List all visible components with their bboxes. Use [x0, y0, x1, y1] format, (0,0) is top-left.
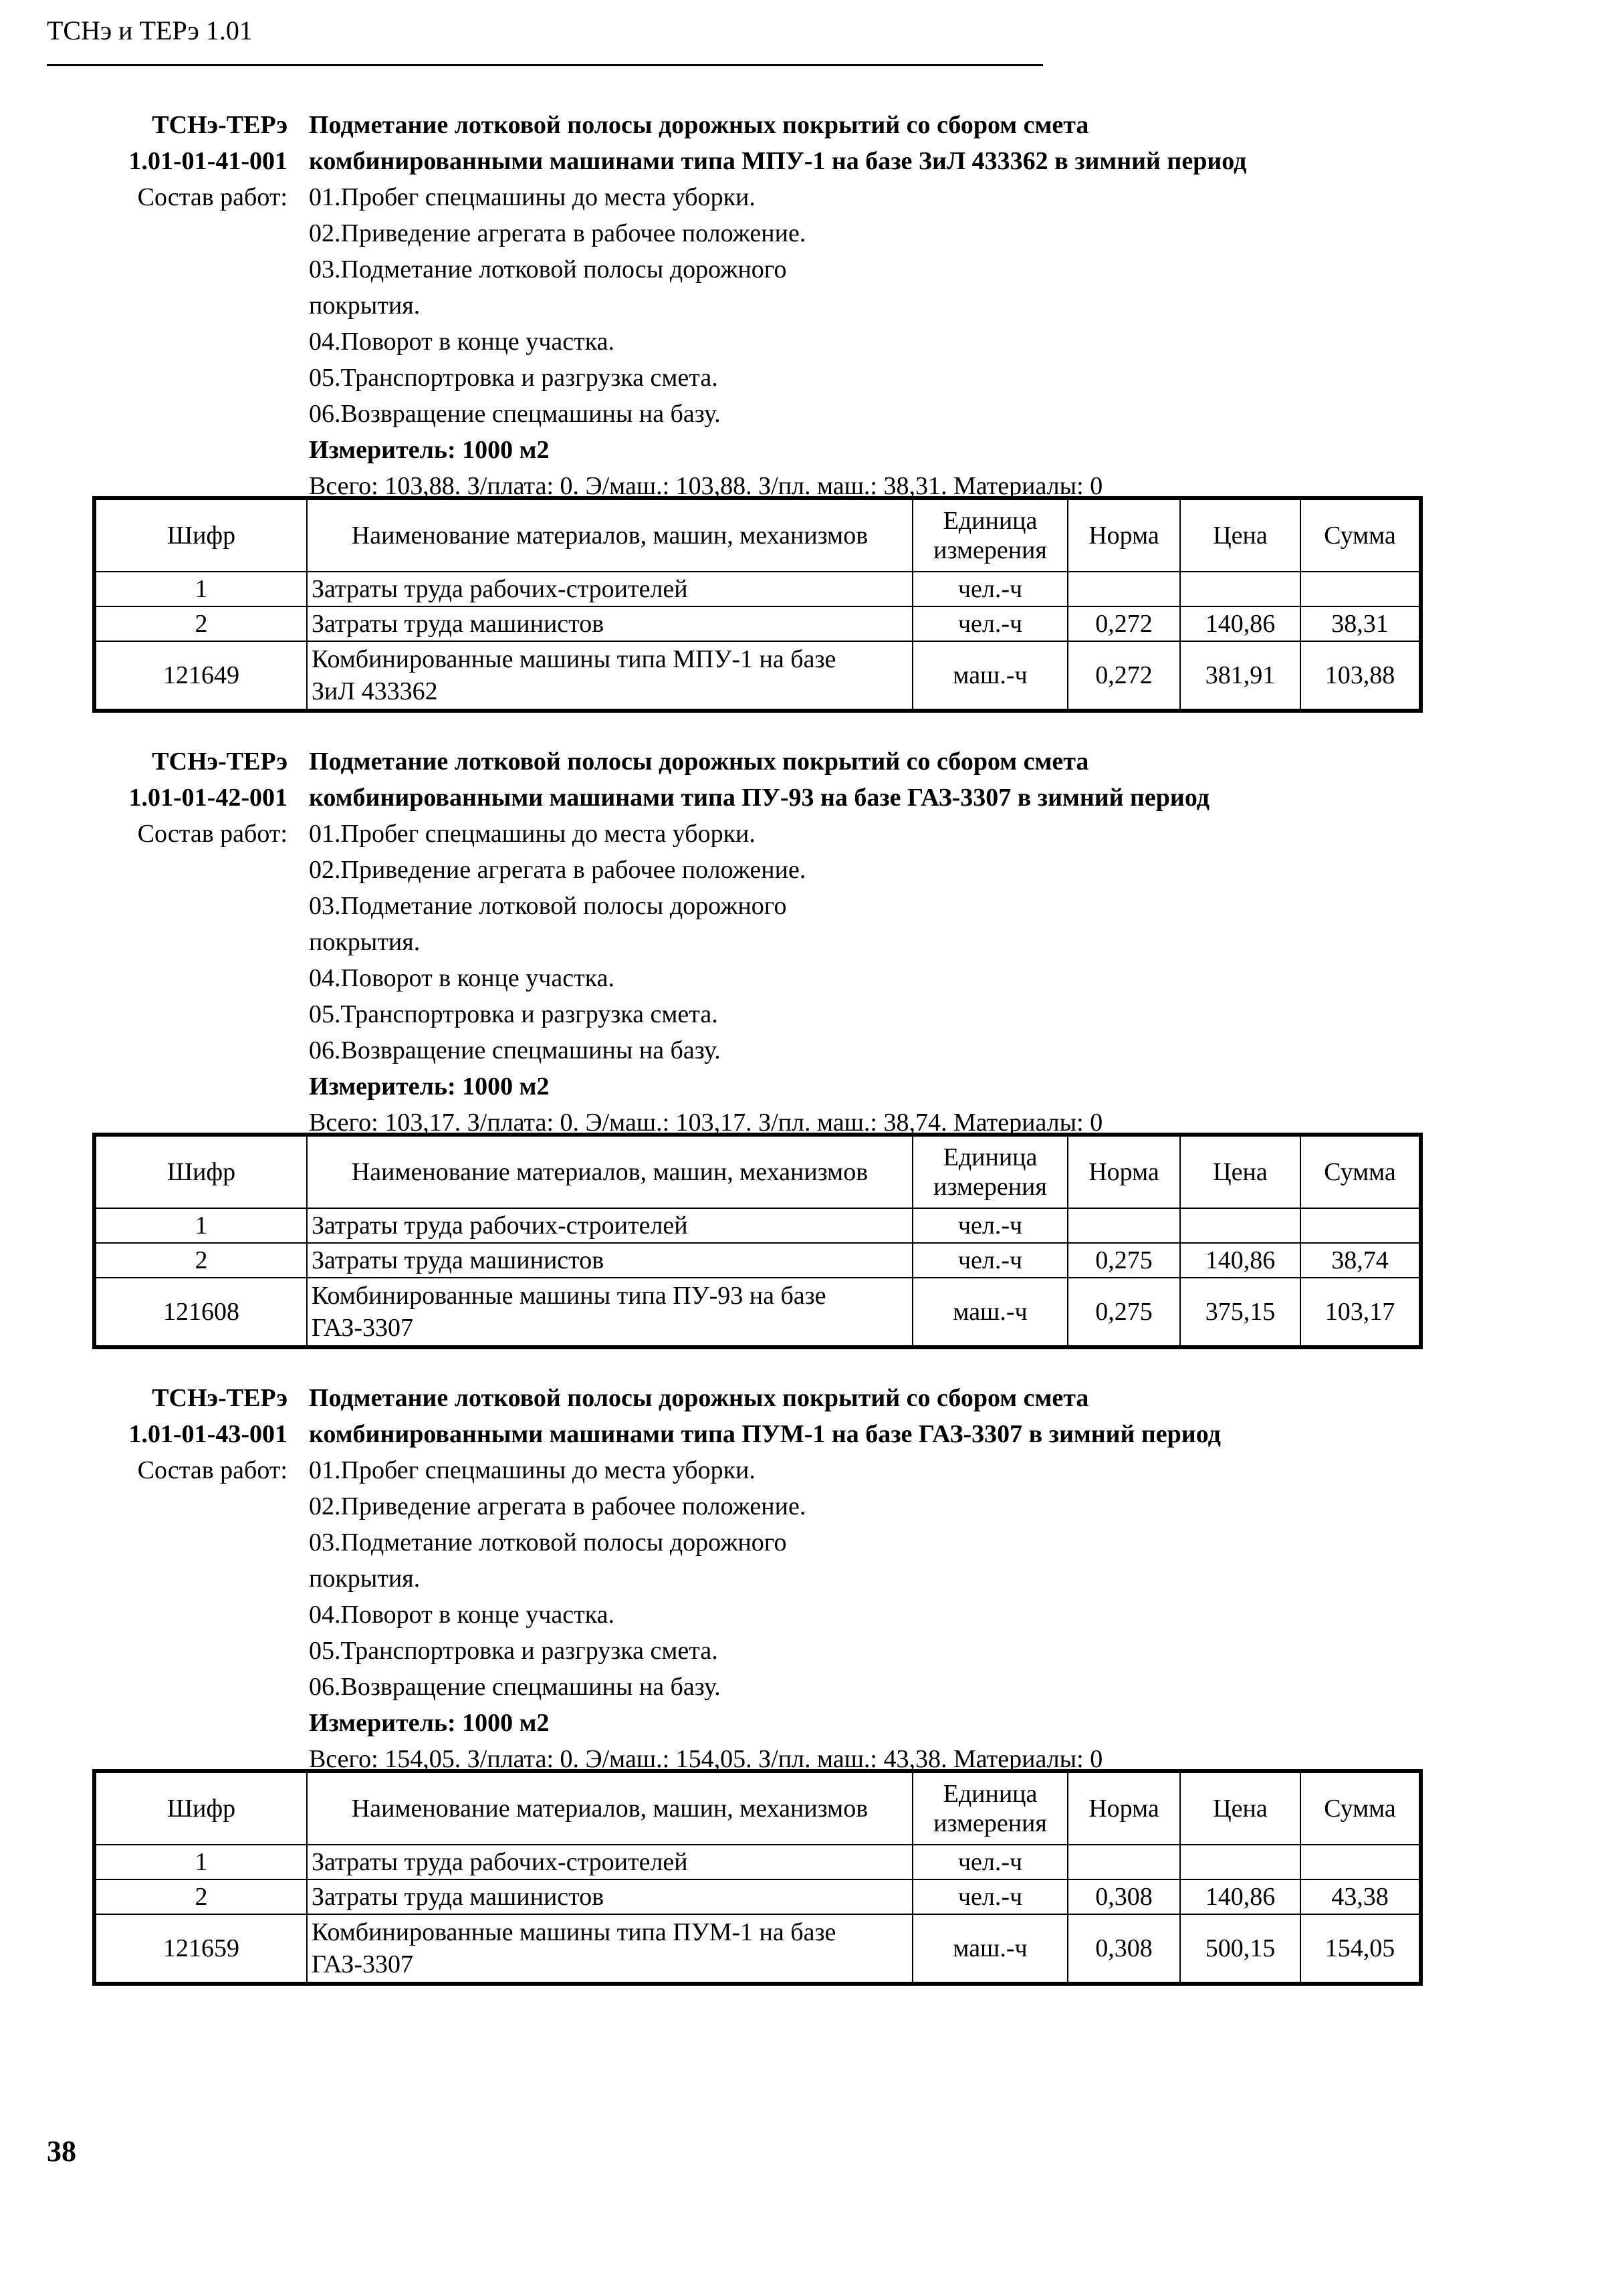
col-header-norm: Норма [1068, 1771, 1180, 1845]
table-row [94, 1914, 1421, 1984]
work-item: 04.Поворот в конце участка. [309, 964, 614, 992]
col-header-name: Наименование материалов, машин, механизмов [307, 498, 913, 572]
section-code-block [0, 1380, 288, 1488]
page-number: 38 [47, 2135, 76, 2168]
cell-price: 500,15 [1180, 1914, 1300, 1984]
cell-code: 121659 [94, 1914, 307, 1984]
cell-sum: 43,38 [1300, 1879, 1421, 1914]
cell-code: 121608 [94, 1278, 307, 1347]
running-head-title: ТСНэ и ТЕРэ 1.01 [47, 15, 253, 45]
code-prefix: ТСНэ-ТЕРэ [152, 111, 288, 139]
cell-unit: чел.-ч [913, 1243, 1068, 1278]
cell-sum [1300, 1845, 1421, 1879]
table-row [94, 1879, 1421, 1914]
work-item: 03.Подметание лотковой полосы дорожного [309, 255, 787, 283]
col-header-unit: Единица измерения [913, 498, 1068, 572]
cell-norm: 0,275 [1068, 1278, 1180, 1347]
cell-unit: маш.-ч [913, 1914, 1068, 1984]
work-item: покрытия. [309, 928, 421, 956]
work-item: покрытия. [309, 292, 421, 320]
header-rule [47, 64, 1043, 66]
cell-norm: 0,308 [1068, 1914, 1180, 1984]
cell-name [307, 1278, 913, 1347]
section-body [309, 743, 1446, 1141]
work-item: 03.Подметание лотковой полосы дорожного [309, 1528, 787, 1557]
cell-name-line-2: ГАЗ-3307 [312, 1950, 414, 1978]
col-header-price: Цена [1180, 1771, 1300, 1845]
work-item: 02.Приведение агрегата в рабочее положение. [309, 219, 806, 247]
cell-name-line-2: ЗиЛ 433362 [312, 677, 438, 705]
meter-label: Измеритель: 1000 м2 [309, 1709, 550, 1737]
cell-code: 2 [94, 1879, 307, 1914]
work-item: 01.Пробег спецмашины до места уборки. [309, 183, 756, 211]
cell-sum: 38,74 [1300, 1243, 1421, 1278]
work-item: 05.Транспортровка и разгрузка смета. [309, 1000, 718, 1028]
cell-sum: 38,31 [1300, 606, 1421, 641]
cell-code: 2 [94, 606, 307, 641]
col-header-price: Цена [1180, 498, 1300, 572]
work-item: 04.Поворот в конце участка. [309, 328, 614, 356]
cell-norm [1068, 1208, 1180, 1243]
work-item: 01.Пробег спецмашины до места уборки. [309, 1456, 756, 1484]
col-header-code: Шифр [94, 498, 307, 572]
section-code-block [0, 107, 288, 215]
cell-name-line-1: Комбинированные машины типа ПУМ-1 на базе [312, 1918, 836, 1946]
table-row [94, 1243, 1421, 1278]
norm-code: 1.01-01-42-001 [128, 784, 288, 812]
col-header-name: Наименование материалов, машин, механизмов [307, 1771, 913, 1845]
work-item: 02.Приведение агрегата в рабочее положение. [309, 1492, 806, 1520]
totals-line: Всего: 103,17. З/плата: 0. Э/маш.: 103,17. З/пл. маш.: 38,74. Материалы: 0 [309, 1109, 1103, 1137]
cell-unit: чел.-ч [913, 572, 1068, 606]
table-row [94, 606, 1421, 641]
section-title-line-2: комбинированными машинами типа МПУ-1 на базе ЗиЛ 433362 в зимний период [309, 147, 1247, 175]
cell-name-line-1: Комбинированные машины типа ПУ-93 на базе [312, 1282, 826, 1310]
cell-price: 140,86 [1180, 1243, 1300, 1278]
resource-table [92, 1133, 1423, 1349]
cell-name-line-1: Комбинированные машины типа МПУ-1 на базе [312, 645, 836, 673]
section-title-line-1: Подметание лотковой полосы дорожных покрытий со сбором смета [309, 1384, 1089, 1412]
work-item: 06.Возвращение спецмашины на базу. [309, 400, 721, 428]
work-item: 06.Возвращение спецмашины на базу. [309, 1673, 721, 1701]
col-header-norm: Норма [1068, 1135, 1180, 1208]
code-prefix: ТСНэ-ТЕРэ [152, 748, 288, 776]
cell-norm: 0,275 [1068, 1243, 1180, 1278]
cell-code: 1 [94, 1845, 307, 1879]
col-header-sum: Сумма [1300, 498, 1421, 572]
cell-name: Затраты труда машинистов [307, 606, 913, 641]
cell-code: 121649 [94, 641, 307, 711]
section-body [309, 107, 1446, 504]
resource-table [92, 1769, 1423, 1986]
cell-name [307, 1914, 913, 1984]
cell-price: 375,15 [1180, 1278, 1300, 1347]
cell-sum [1300, 572, 1421, 606]
section-title-line-1: Подметание лотковой полосы дорожных покрытий со сбором смета [309, 111, 1089, 139]
section-code-block [0, 743, 288, 852]
cell-sum: 154,05 [1300, 1914, 1421, 1984]
cell-code: 1 [94, 1208, 307, 1243]
resource-table [92, 496, 1423, 713]
col-header-code: Шифр [94, 1771, 307, 1845]
cell-norm: 0,272 [1068, 606, 1180, 641]
totals-line: Всего: 103,88. З/плата: 0. Э/маш.: 103,88. З/пл. маш.: 38,31. Материалы: 0 [309, 472, 1103, 500]
col-header-unit: Единица измерения [913, 1771, 1068, 1845]
composition-label: Состав работ: [137, 1456, 288, 1484]
cell-name [307, 641, 913, 711]
cell-name: Затраты труда рабочих-строителей [307, 572, 913, 606]
cell-price [1180, 1208, 1300, 1243]
cell-code: 1 [94, 572, 307, 606]
cell-norm [1068, 1845, 1180, 1879]
cell-code: 2 [94, 1243, 307, 1278]
cell-sum: 103,88 [1300, 641, 1421, 711]
cell-name: Затраты труда машинистов [307, 1243, 913, 1278]
col-header-sum: Сумма [1300, 1771, 1421, 1845]
composition-label: Состав работ: [137, 183, 288, 211]
cell-name-line-2: ГАЗ-3307 [312, 1314, 414, 1342]
table-row [94, 1845, 1421, 1879]
table-row [94, 641, 1421, 711]
table-header-row [94, 1135, 1421, 1208]
cell-unit: чел.-ч [913, 606, 1068, 641]
cell-unit: маш.-ч [913, 1278, 1068, 1347]
norm-code: 1.01-01-43-001 [128, 1420, 288, 1448]
table-row [94, 1208, 1421, 1243]
totals-line: Всего: 154,05. З/плата: 0. Э/маш.: 154,05. З/пл. маш.: 43,38. Материалы: 0 [309, 1745, 1103, 1773]
cell-unit: чел.-ч [913, 1208, 1068, 1243]
section-body [309, 1380, 1446, 1777]
code-prefix: ТСНэ-ТЕРэ [152, 1384, 288, 1412]
norm-code: 1.01-01-41-001 [128, 147, 288, 175]
cell-sum: 103,17 [1300, 1278, 1421, 1347]
section-title-line-2: комбинированными машинами типа ПУМ-1 на базе ГАЗ-3307 в зимний период [309, 1420, 1221, 1448]
cell-unit: маш.-ч [913, 641, 1068, 711]
cell-norm: 0,272 [1068, 641, 1180, 711]
table-header-row [94, 498, 1421, 572]
cell-norm [1068, 572, 1180, 606]
cell-unit: чел.-ч [913, 1845, 1068, 1879]
work-item: 03.Подметание лотковой полосы дорожного [309, 892, 787, 920]
cell-unit: чел.-ч [913, 1879, 1068, 1914]
col-header-name: Наименование материалов, машин, механизмов [307, 1135, 913, 1208]
work-item: 02.Приведение агрегата в рабочее положение. [309, 856, 806, 884]
col-header-code: Шифр [94, 1135, 307, 1208]
work-item: 01.Пробег спецмашины до места уборки. [309, 820, 756, 848]
table-row [94, 572, 1421, 606]
section-title-line-2: комбинированными машинами типа ПУ-93 на базе ГАЗ-3307 в зимний период [309, 784, 1210, 812]
cell-price [1180, 572, 1300, 606]
cell-price [1180, 1845, 1300, 1879]
cell-name: Затраты труда машинистов [307, 1879, 913, 1914]
col-header-unit: Единица измерения [913, 1135, 1068, 1208]
cell-price: 140,86 [1180, 1879, 1300, 1914]
cell-norm: 0,308 [1068, 1879, 1180, 1914]
composition-label: Состав работ: [137, 820, 288, 848]
meter-label: Измеритель: 1000 м2 [309, 436, 550, 464]
work-item: 05.Транспортровка и разгрузка смета. [309, 364, 718, 392]
cell-sum [1300, 1208, 1421, 1243]
section-title-line-1: Подметание лотковой полосы дорожных покрытий со сбором смета [309, 748, 1089, 776]
col-header-sum: Сумма [1300, 1135, 1421, 1208]
cell-name: Затраты труда рабочих-строителей [307, 1208, 913, 1243]
work-item: 04.Поворот в конце участка. [309, 1601, 614, 1629]
cell-name: Затраты труда рабочих-строителей [307, 1845, 913, 1879]
meter-label: Измеритель: 1000 м2 [309, 1072, 550, 1101]
cell-price: 381,91 [1180, 641, 1300, 711]
work-item: 05.Транспортровка и разгрузка смета. [309, 1637, 718, 1665]
work-item: 06.Возвращение спецмашины на базу. [309, 1036, 721, 1064]
work-item: покрытия. [309, 1565, 421, 1593]
cell-price: 140,86 [1180, 606, 1300, 641]
table-row [94, 1278, 1421, 1347]
col-header-norm: Норма [1068, 498, 1180, 572]
col-header-price: Цена [1180, 1135, 1300, 1208]
table-header-row [94, 1771, 1421, 1845]
